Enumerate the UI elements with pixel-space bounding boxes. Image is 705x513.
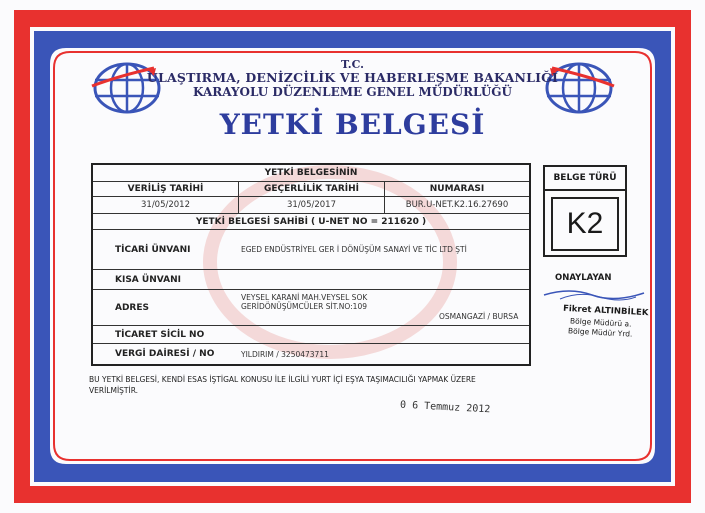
address-district: OSMANGAZİ / BURSA	[439, 312, 519, 321]
issue-date-label: VERİLİŞ TARİHİ	[93, 182, 239, 196]
table-row-address	[93, 290, 529, 326]
header-directorate: KARAYOLU DÜZENLEME GENEL MÜDÜRLÜĞÜ	[193, 85, 512, 99]
number-label: NUMARASI	[429, 184, 485, 194]
holder-title: YETKİ BELGESİ SAHİBİ ( U-NET NO = 211620 )	[195, 216, 427, 227]
approval-title-line-2: Bölge Müdür Yrd.	[567, 326, 633, 339]
address-label: ADRES	[115, 302, 149, 313]
certificate-type-value: K2	[551, 197, 619, 251]
trade-name-label: TİCARİ ÜNVANI	[115, 244, 191, 255]
table-row-values	[93, 197, 529, 214]
trade-name-value: EGED ENDÜSTRİYEL GER İ DÖNÜŞÜM SANAYİ VE TİC LTD ŞTİ	[241, 245, 467, 254]
valid-date-label: GEÇERLİLİK TARİHİ	[239, 182, 385, 196]
signature-mark	[540, 283, 650, 307]
document-title: YETKİ BELGESİ	[219, 108, 486, 141]
table-row-section-title	[93, 165, 529, 182]
table-row-holder-title	[93, 214, 529, 230]
approval-signer: Fikret ALTINBİLEK	[562, 303, 649, 319]
table-row-column-labels	[93, 182, 529, 197]
approval-label: ONAYLAYAN	[555, 273, 612, 283]
table-row-trade-name	[93, 230, 529, 270]
table-row-tax	[93, 344, 529, 364]
tax-value: YILDIRIM / 3250473711	[241, 349, 329, 359]
tax-label: VERGİ DAİRESİ / NO	[115, 349, 215, 359]
certificate-number-value: BUR.U-NET.K2.16.27690	[405, 200, 509, 210]
registry-label: TİCARET SİCİL NO	[115, 329, 205, 340]
address-line-1: VEYSEL KARANİ MAH.VEYSEL SOK	[241, 293, 368, 302]
certificate-footer-text: BU YETKİ BELGESİ, KENDİ ESAS İŞTİGAL KONUSU İLE İLGİLİ YURT İÇİ EŞYA TAŞIMACILIĞI YAPMAK ÜZERE VERİLMİŞTİR.	[89, 375, 476, 395]
short-name-label: KISA ÜNVANI	[115, 274, 181, 285]
header-tc: T.C.	[341, 58, 364, 71]
certificate-table	[91, 163, 531, 366]
certificate-type-box	[543, 165, 627, 257]
approval-title-line-1: Bölge Müdürü a.	[569, 316, 632, 329]
stamp-date: 0 6 Temmuz 2012	[399, 399, 491, 416]
header-ministry: ULAŞTIRMA, DENİZCİLİK VE HABERLEŞME BAKANLIĞI	[146, 70, 559, 85]
table-row-registry	[93, 326, 529, 344]
short-name-value	[239, 270, 529, 289]
address-line-2: GERİDÖNÜŞÜMCÜLER SİT.NO:109	[241, 302, 367, 311]
table-row-short-name	[93, 270, 529, 290]
certificate-type-label: BELGE TÜRÜ	[545, 167, 625, 191]
section-title: YETKİ BELGESİNİN	[264, 168, 358, 178]
issue-date-value: 31/05/2012	[93, 197, 239, 213]
registry-value	[239, 326, 529, 343]
valid-date-value: 31/05/2017	[239, 197, 385, 213]
